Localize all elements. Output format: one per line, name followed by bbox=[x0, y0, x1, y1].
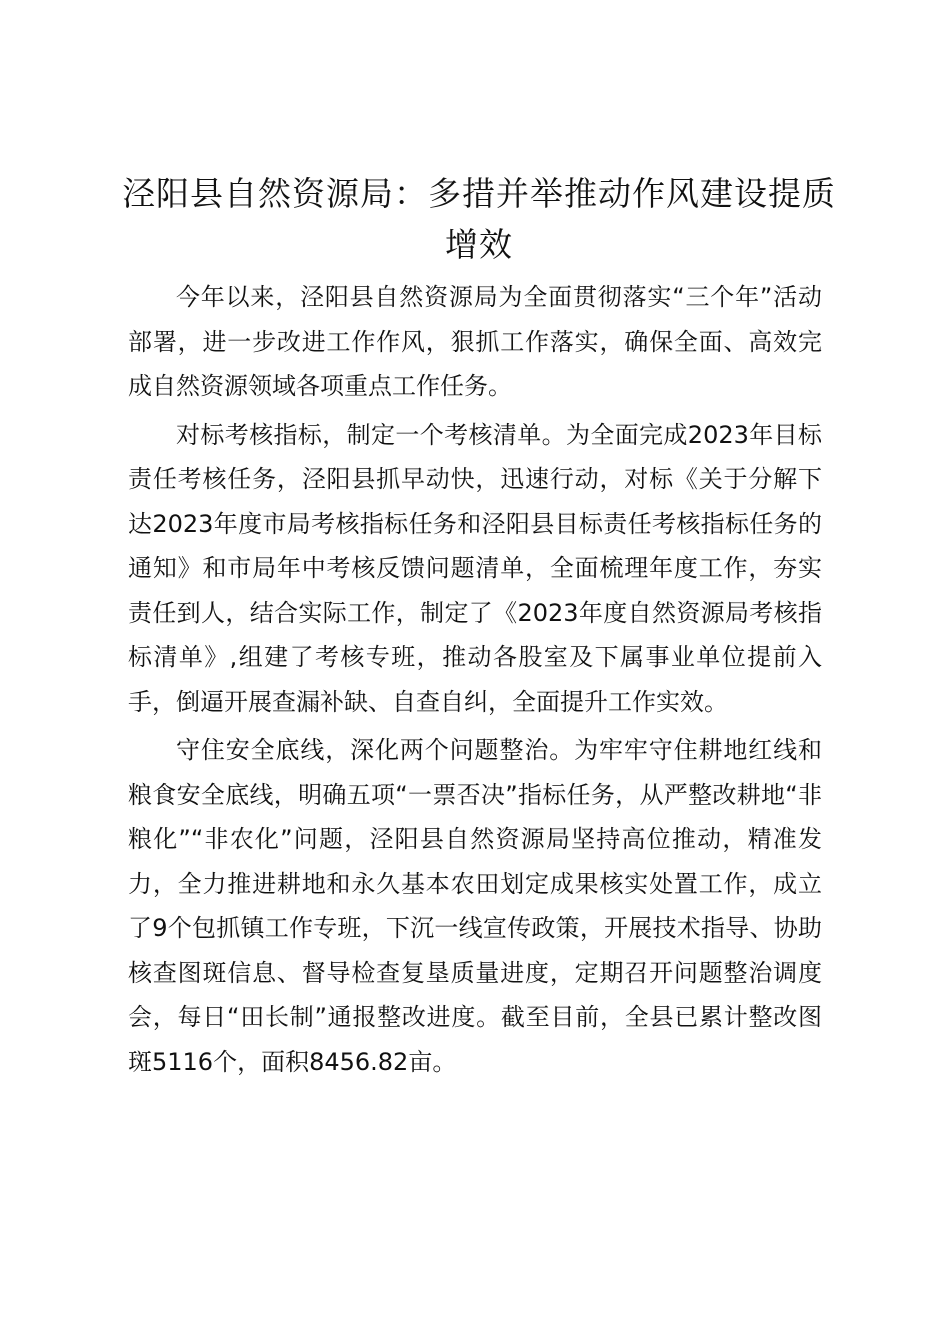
document-title: 泾阳县自然资源局：多措并举推动作风建设提质增效 bbox=[122, 174, 836, 264]
paragraph-intro: 今年以来，泾阳县自然资源局为全面贯彻落实“三个年”活动部署，进一步改进工作作风，狠抓工作落实，确保全面、高效完成自然资源领域各项重点工作任务。 bbox=[128, 283, 822, 400]
paragraph-assessment: 对标考核指标，制定一个考核清单。为全面完成2023年目标责任考核任务，泾阳县抓早动快，迅速行动，对标《关于分解下达2023年度市局考核指标任务和泾阳县目标责任考核指标任务的通知》和市局年中考核反馈问题清单，全面梳理年度工作，夯实责任到人，结合实际工作，制定了《2023年度自然资源局考核指标清单》,组建了考核专班，推动各股室及下属事业单位提前入手，倒逼开展查漏补缺、自查自纠，全面提升工作实效。 bbox=[128, 420, 822, 716]
document-body bbox=[128, 275, 822, 1088]
paragraph-safety: 守住安全底线，深化两个问题整治。为牢牢守住耕地红线和粮食安全底线，明确五项“一票否决”指标任务，从严整改耕地“非粮化”“非农化”问题，泾阳县自然资源局坚持高位推动，精准发力，全力推进耕地和永久基本农田划定成果核实处置工作，成立了9个包抓镇工作专班，下沉一线宣传政策，开展技术指导、协助核查图斑信息、督导检查复垦质量进度，定期召开问题整治调度会，每日“田长制”通报整改进度。截至目前，全县已累计整改图斑5116个，面积8456.82亩。 bbox=[128, 736, 822, 1076]
